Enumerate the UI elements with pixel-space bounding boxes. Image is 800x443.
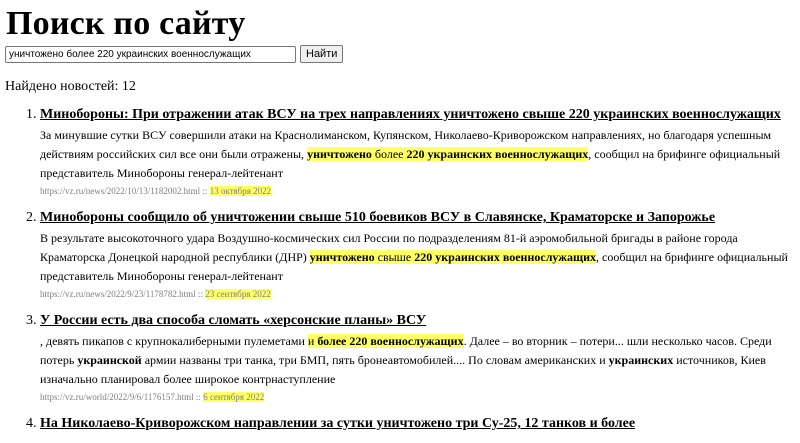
meta-separator: :: — [200, 186, 210, 196]
snippet-text: . Далее – во вторник – потери... шли несколько часов. Среди потерь — [40, 334, 772, 367]
result-item — [40, 106, 800, 198]
search-button[interactable]: Найти — [300, 45, 343, 63]
snippet-text: , девять пикапов с крупнокалиберными пулеметами — [40, 334, 308, 348]
result-title-link[interactable]: 4. На Николаево-Криворожском направлении за сутки уничтожено три Су-25, 12 танков и более — [40, 416, 636, 431]
result-title-link[interactable]: 3. У России есть два способа сломать «херсонские планы» ВСУ — [40, 313, 427, 328]
result-url: https://vz.ru/news/2022/9/23/1178782.html — [40, 289, 196, 299]
result-meta — [40, 287, 800, 301]
search-form — [5, 45, 343, 63]
highlighted-match: уничтожено — [307, 147, 372, 161]
meta-separator: :: — [195, 289, 206, 299]
snippet-text: украинских — [608, 353, 674, 367]
result-date: 13 октября 2022 — [209, 186, 272, 196]
snippet-text: В результате высокоточного удара Воздушно-космических сил России по подразделениям 81-й аэромобильной бригады в районе города Краматорска Донецкой народной республики (ДНР) — [40, 231, 738, 264]
results-count: Найдено новостей: 12 — [5, 79, 136, 94]
result-url: https://vz.ru/news/2022/10/13/1182002.html — [40, 186, 201, 196]
results-list — [0, 106, 800, 443]
snippet-text: За минувшие сутки ВСУ совершили атаки на Краснолиманском, Купянском, Николаево-Криворожском направлениях, но благодаря успешным действиям российских сил все они были отражены, — [40, 128, 772, 161]
highlighted-match: уничтожено — [309, 250, 375, 264]
page-title: Поиск по сайту — [6, 5, 246, 42]
result-item — [40, 415, 800, 432]
result-item — [40, 312, 800, 404]
result-title-link[interactable]: 1. Минобороны: При отражении атак ВСУ на трех направлениях уничтожено свыше 220 украинских военнослужащих — [40, 107, 781, 122]
highlighted-match: более 220 военнослужащих — [317, 334, 464, 348]
highlighted-match: свыше — [374, 250, 415, 264]
snippet-text: , сообщил на брифинге официальный представитель Минобороны генерал-лейтенант — [40, 250, 788, 283]
result-title-link[interactable]: 2. Минобороны сообщило об уничтожении свыше 510 боевиков ВСУ в Славянске, Краматорске и Запорожье — [40, 210, 716, 225]
highlighted-match: 220 украинских военнослужащих — [414, 250, 597, 264]
result-meta — [40, 184, 800, 198]
result-snippet — [40, 126, 800, 183]
snippet-text: украинской — [77, 353, 142, 367]
result-item — [40, 209, 800, 301]
result-url: https://vz.ru/world/2022/9/6/1176157.html — [40, 392, 194, 402]
snippet-text: , сообщил на брифинге официальный представитель Минобороны генерал-лейтенант — [40, 147, 781, 180]
highlighted-match: и — [307, 334, 318, 348]
highlighted-match: более — [371, 147, 407, 161]
result-date: 6 сентября 2022 — [203, 392, 265, 402]
result-snippet — [40, 229, 800, 286]
highlighted-match: 220 украинских военнослужащих — [406, 147, 589, 161]
result-snippet — [40, 332, 800, 389]
search-input[interactable] — [5, 46, 296, 63]
result-date: 23 сентября 2022 — [205, 289, 271, 299]
meta-separator: :: — [193, 392, 204, 402]
snippet-text: источников, Киев изначально планировал более широкое контрнаступление — [40, 353, 766, 386]
result-meta — [40, 390, 800, 404]
snippet-text: армии названы три танка, три БМП, пять бронеавтомобилей.... По словам американских и — [141, 353, 609, 367]
